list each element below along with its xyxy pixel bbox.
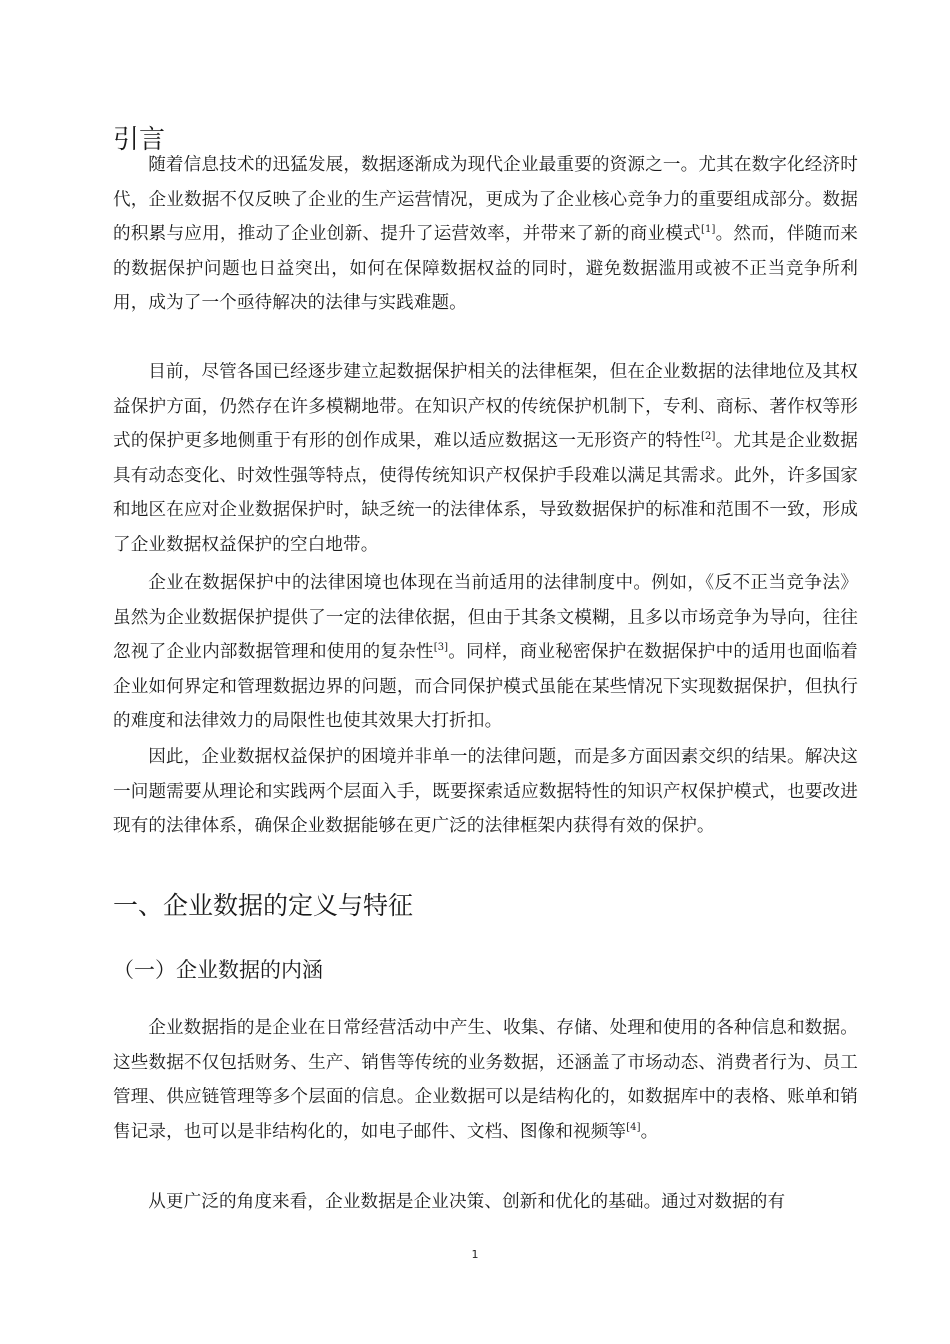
subsection-1-paragraph-1: [113, 1011, 858, 1149]
intro-p1-text-b: 。然而，伴随而来的数据保护问题也日益突出，如何在保障数据权益的同时，避免数据滥用或被不正当竞争所利用，成为了一个亟待解决的法律与实践难题。: [113, 224, 858, 314]
intro-heading: 引言: [113, 125, 166, 155]
intro-paragraph-4: 因此，企业数据权益保护的困境并非单一的法律问题，而是多方面因素交织的结果。解决这一问题需要从理论和实践两个层面入手，既要探索适应数据特性的知识产权保护模式，也要改进现有的法律体系，确保企业数据能够在更广泛的法律框架内获得有效的保护。: [113, 747, 858, 837]
intro-paragraph-2: [113, 355, 858, 563]
sub1-p1-text-a: 企业数据指的是企业在日常经营活动中产生、收集、存储、处理和使用的各种信息和数据。这些数据不仅包括财务、生产、销售等传统的业务数据，还涵盖了市场动态、消费者行为、员工管理、供应链管理等多个层面的信息。企业数据可以是结构化的，如数据库中的表格、账单和销售记录，也可以是非结构化的，如电子邮件、文档、图像和视频等: [113, 1018, 858, 1142]
citation-4[interactable]: [4]: [626, 1121, 641, 1133]
subsection-1-paragraph-2: 从更广泛的角度来看，企业数据是企业决策、创新和优化的基础。通过对数据的有: [148, 1192, 786, 1212]
citation-3[interactable]: [3]: [433, 642, 449, 654]
intro-p3-text-b: 。同样，商业秘密保护在数据保护中的适用也面临着企业如何界定和管理数据边界的问题，而合同保护模式虽能在某些情况下实现数据保护，但执行的难度和法律效力的局限性也使其效果大打折扣。: [113, 642, 858, 732]
section-1-heading: 一、企业数据的定义与特征: [113, 891, 414, 920]
intro-p3-text-a: 企业在数据保护中的法律困境也体现在当前适用的法律制度中。例如，《反不正当竞争法》虽然为企业数据保护提供了一定的法律依据，但由于其条文模糊，且多以市场竞争为导向，往往忽视了企业内部数据管理和使用的复杂性: [113, 573, 858, 663]
citation-2[interactable]: [2]: [700, 431, 716, 443]
citation-1[interactable]: [1]: [700, 224, 716, 236]
intro-paragraph-3: [113, 566, 858, 739]
sub1-p1-text-b: 。: [640, 1121, 659, 1142]
intro-p2-text-a: 目前，尽管各国已经逐步建立起数据保护相关的法律框架，但在企业数据的法律地位及其权益保护方面，仍然存在许多模糊地带。在知识产权的传统保护机制下，专利、商标、著作权等形式的保护更多地侧重于有形的创作成果，难以适应数据这一无形资产的特性: [113, 362, 858, 452]
intro-p1-text-a: 随着信息技术的迅猛发展，数据逐渐成为现代企业最重要的资源之一。尤其在数字化经济时代，企业数据不仅反映了企业的生产运营情况，更成为了企业核心竞争力的重要组成部分。数据的积累与应用，推动了企业创新、提升了运营效率，并带来了新的商业模式: [113, 155, 858, 245]
subsection-1-heading: （一）企业数据的内涵: [113, 958, 323, 982]
page-number: 1: [471, 1248, 479, 1261]
intro-p2-text-b: 。尤其是企业数据具有动态变化、时效性强等特点，使得传统知识产权保护手段难以满足其需求。此外，许多国家和地区在应对企业数据保护时，缺乏统一的法律体系，导致数据保护的标准和范围不一致，形成了企业数据权益保护的空白地带。: [113, 431, 858, 555]
intro-paragraph-1: [113, 148, 858, 321]
